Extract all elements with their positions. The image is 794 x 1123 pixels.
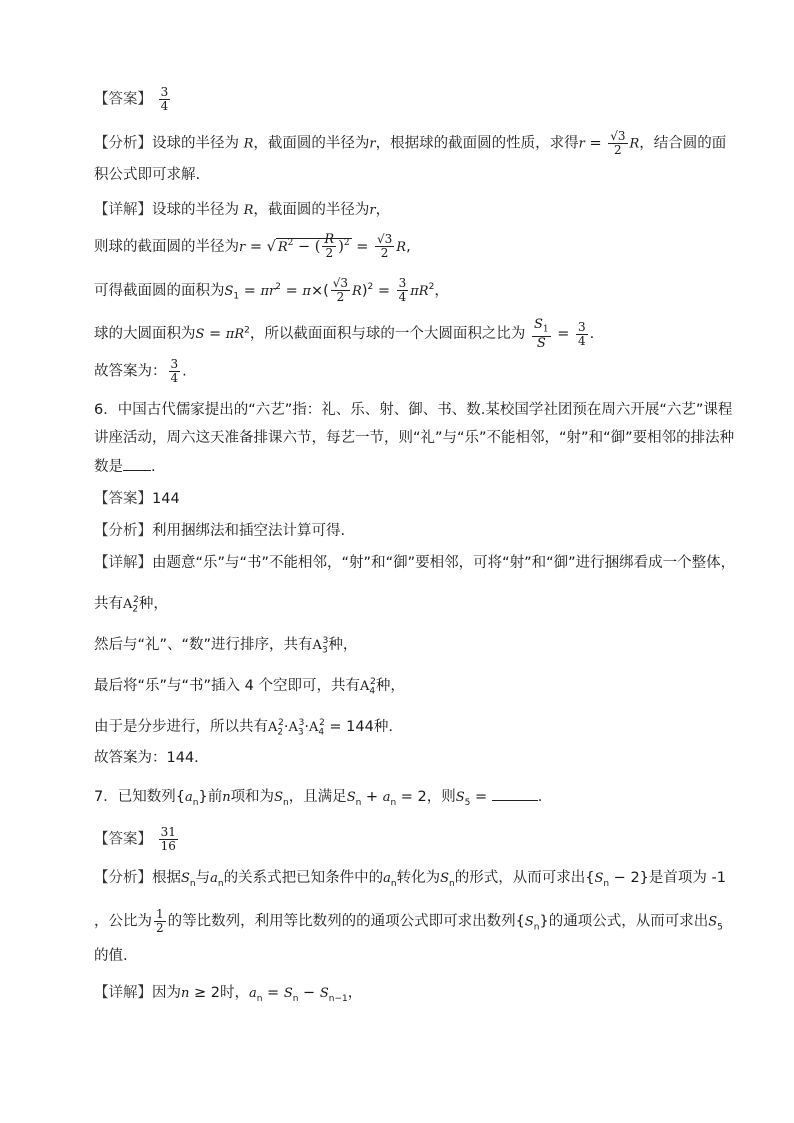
- q5-answer-line: [94, 86, 172, 113]
- q5-analysis-line1: 【分析】设球的半径为 R，截面圆的半径为r，根据球的截面圆的性质，求得r = $\frac{√3}{2}$ R，结合圆的面: [94, 129, 727, 157]
- q6-detail3: 然后与“礼”、“数”进行排序，共有$A_3^3$种，: [94, 636, 358, 656]
- q6-detail4: 最后将“乐”与“书”插入 4 个空即可，共有$A_4^2$种，: [94, 677, 405, 697]
- answer-fraction: $\frac{3}{4}$: [160, 85, 169, 113]
- q6-answer: 【答案】144: [94, 491, 180, 507]
- answer-tag: 【答案】: [94, 91, 152, 108]
- q6-detail2: 共有$A_2^2$种，: [94, 595, 168, 615]
- q6-stem-line3: 数是 .: [94, 459, 156, 475]
- answer-blank: [123, 458, 151, 471]
- q5-final: 故答案为： $\frac{3}{4}$ .: [94, 357, 187, 385]
- answer-blank: [492, 788, 538, 801]
- q5-detail-line1: 【详解】设球的半径为 R，截面圆的半径为r，: [94, 202, 391, 218]
- q5-analysis-line2: 积公式即可求解.: [94, 167, 201, 183]
- q7-answer: 【答案】 $\frac{31}{16}$: [94, 825, 176, 853]
- q6-stem-line1: 6．中国古代儒家提出的“六艺”指：礼、乐、射、御、书、数.某校国学社团预在周六开展“六艺”课程: [94, 402, 733, 418]
- analysis-tag: 【分析】: [94, 135, 152, 152]
- q6-detail1: 【详解】由题意“乐”与“书”不能相邻，“射”和“御”要相邻，可将“射”和“御”进行捆绑看成一个整体，: [94, 555, 736, 571]
- detail-tag: 【详解】: [94, 202, 152, 218]
- q7-analysis-line3: 的值.: [94, 948, 128, 964]
- q6-final: 故答案为：144.: [94, 750, 199, 766]
- q5-detail-radius: 则球的截面圆的半径为r = √ $R^2$ − ( $\frac{R}{2}$ )$^2$ = $\frac{√3}{2}$ R,: [94, 232, 411, 261]
- q7-analysis-line1: 【分析】根据$S_n$与$a_n$的关系式把已知条件中的$a_n$转化为$S_n$的形式，从而可求出$\{S_n - 2\}$是首项为 -1: [94, 870, 726, 889]
- q7-stem: 7．已知数列$\{a_n\}$前n项和为$S_n$，且满足$S_n + a_n = 2$，则$S_5$ = .: [94, 789, 543, 808]
- q6-analysis: 【分析】利用捆绑法和插空法计算可得.: [94, 523, 346, 539]
- q5-detail-area: 可得截面圆的面积为$S_1 = \pi r^2 = \pi\times$( $\frac{√3}{2}$ R)$^2$ = $\frac{3}{4}$ $\pi R^2$，: [94, 276, 449, 305]
- q6-detail5: 由于是分步进行，所以共有$A_2^2\cdot A_3^3\cdot A_4^2 = 144$种.: [94, 718, 393, 738]
- q6-stem-line2: 讲座活动，周六这天准备排课六节，每艺一节，则“礼”与“乐”不能相邻，“射”和“御”要相邻的排法种: [94, 430, 735, 446]
- q5-detail-ratio: 球的大圆面积为$S = \pi R^2$，所以截面面积与球的一个大圆面积之比为 $\frac{S_1}{S}$ = $\frac{3}{4}$ .: [94, 317, 595, 352]
- q7-analysis-line2: ，公比为 $\frac{1}{2}$ 的等比数列，利用等比数列的的通项公式即可求出数列$\{S_n\}$的通项公式，从而可求出$S_5$: [94, 907, 723, 935]
- q7-detail: 【详解】因为n ≥ 2时，$a_n = S_n - S_{n-1}$，: [94, 985, 363, 1004]
